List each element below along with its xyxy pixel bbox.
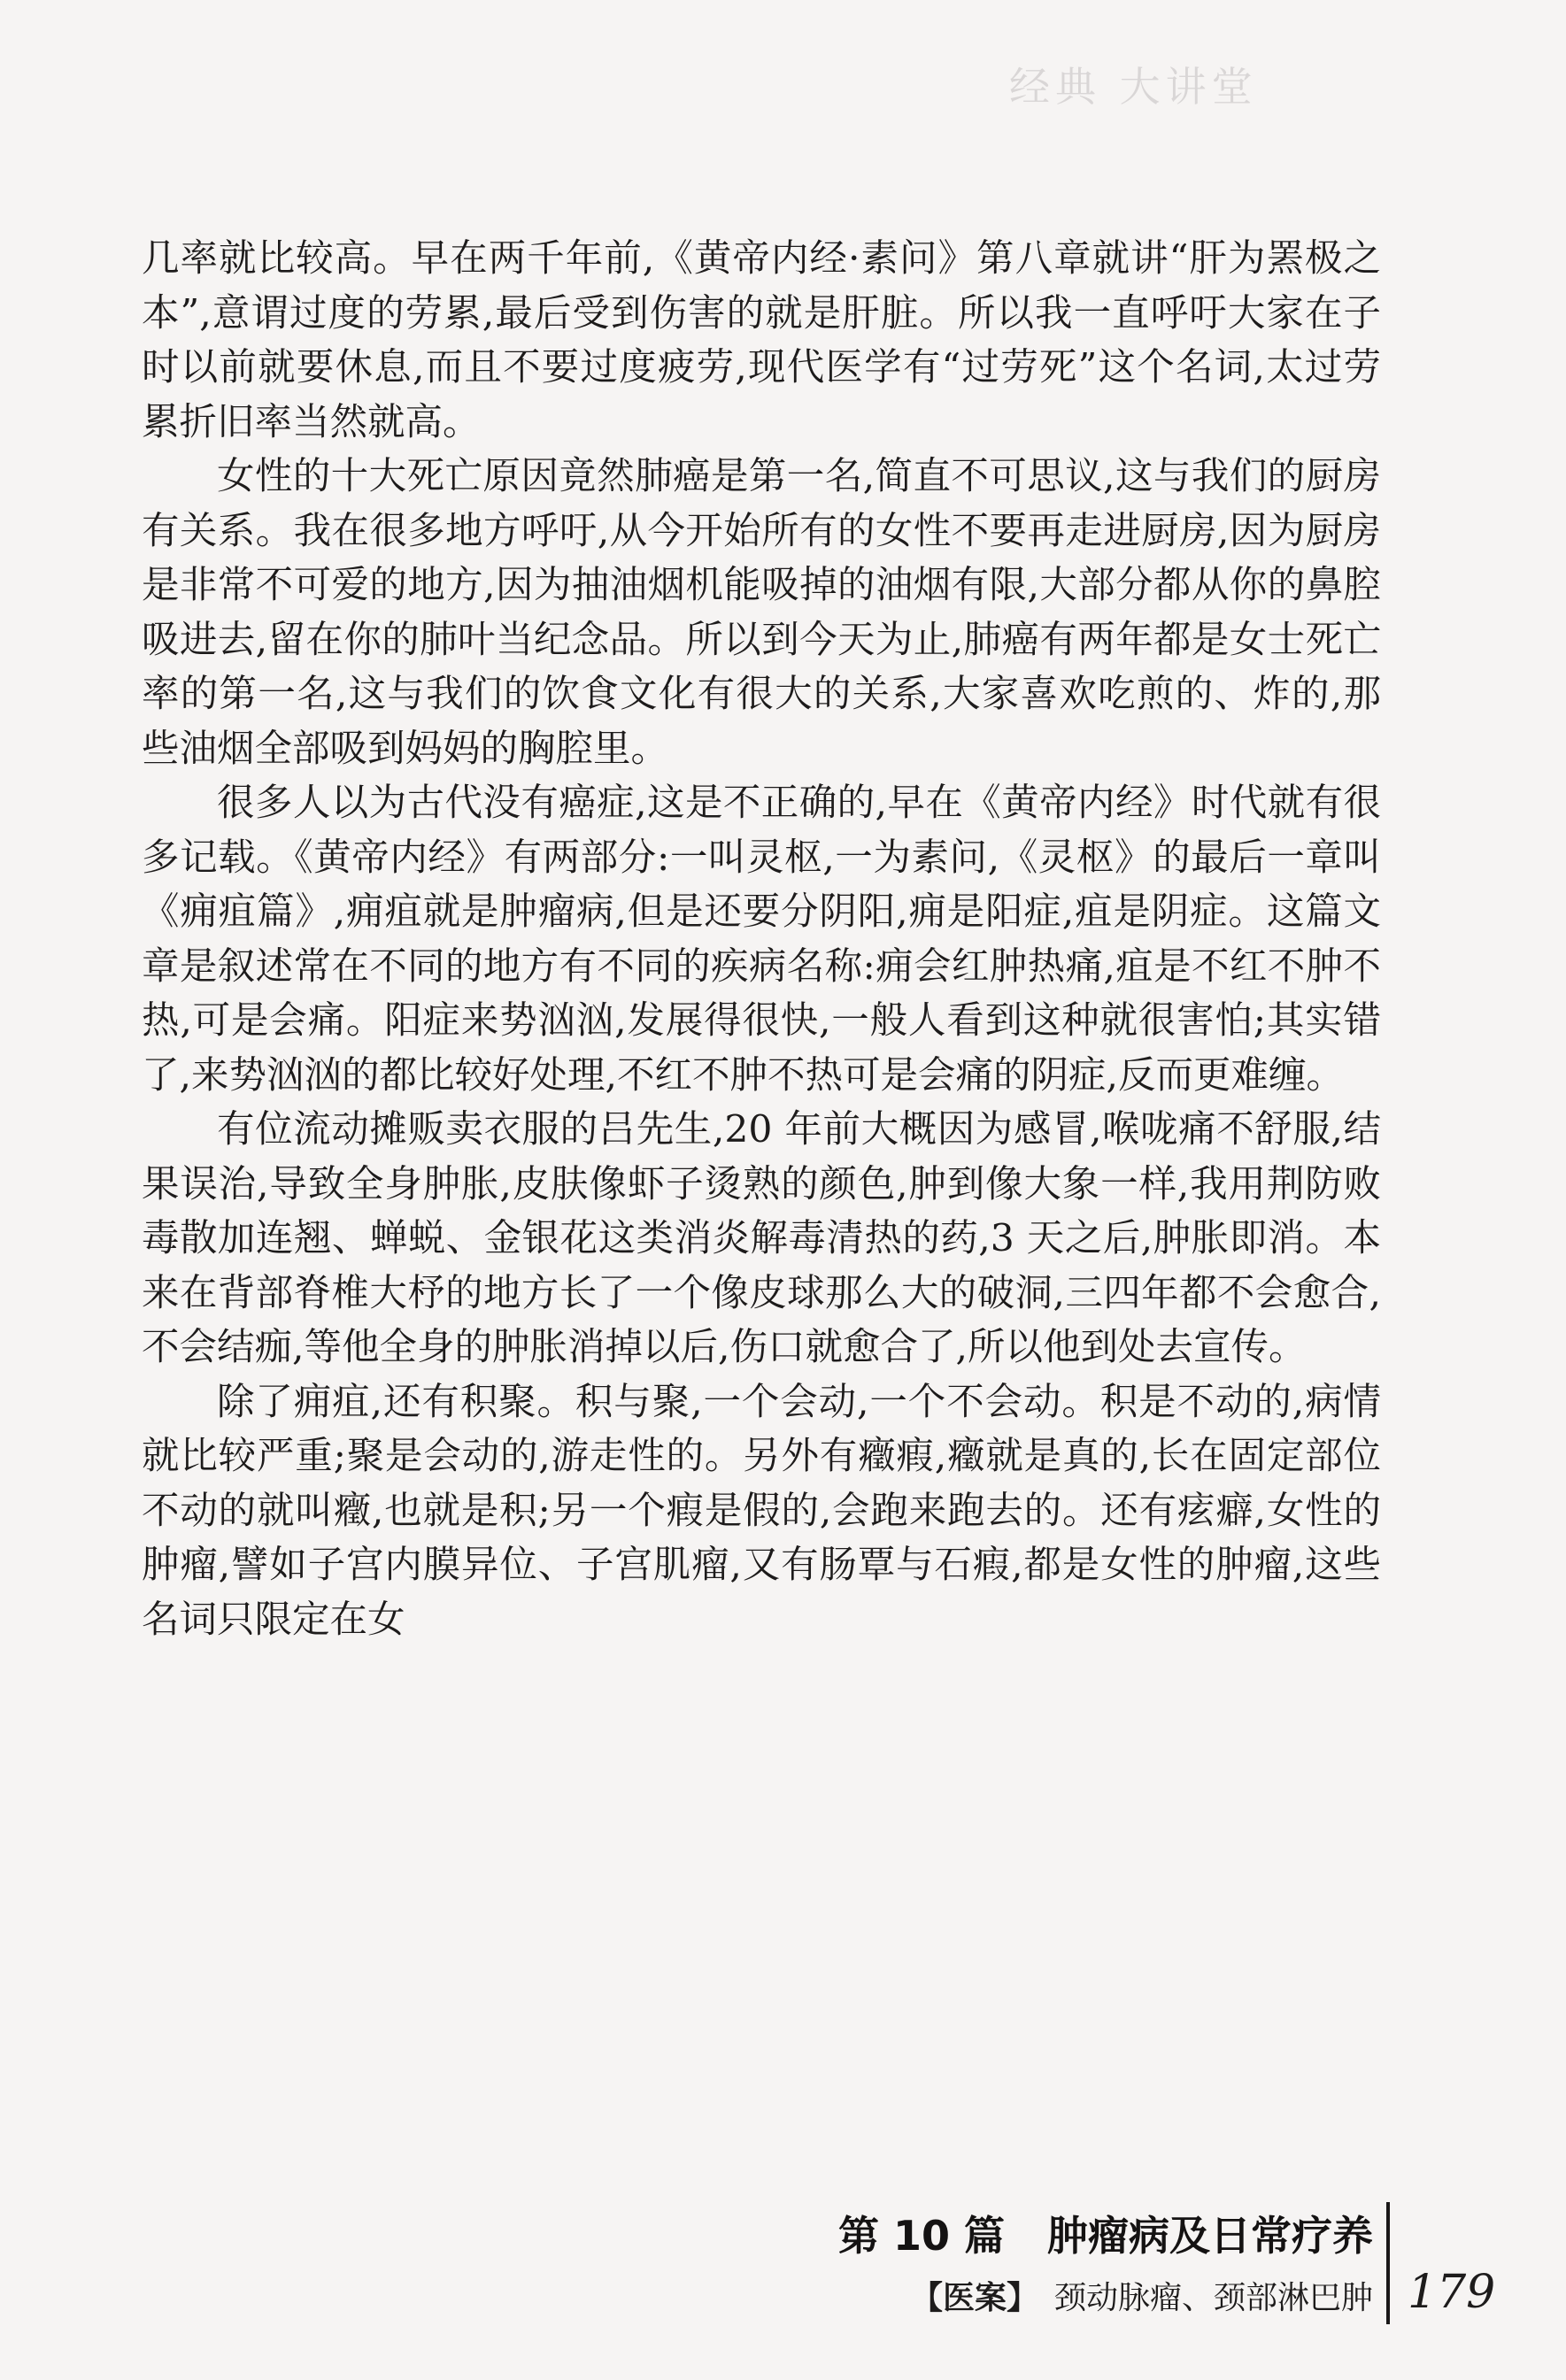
chapter-number: 第 10 篇 (837, 2212, 1005, 2260)
page-number: 179 (1408, 2266, 1496, 2319)
chapter-title: 肿瘤病及日常疗养 (1047, 2212, 1373, 2260)
footer-divider (1386, 2202, 1390, 2324)
section-title: 颈动脉瘤、颈部淋巴肿 (1053, 2280, 1373, 2316)
running-footer-chapter (838, 2204, 1373, 2262)
body-text (142, 232, 1381, 1647)
paragraph-1: 几率就比较高。早在两千年前,《黄帝内经·素问》第八章就讲“肝为罴极之本”,意谓过度的劳累,最后受到伤害的就是肝脏。所以我一直呼吁大家在子时以前就要休息,而且不要过度疲劳,现代医学有“过劳死”这个名词,太过劳累折旧率当然就高。 (142, 237, 1381, 444)
paragraph-3: 很多人以为古代没有癌症,这是不正确的,早在《黄帝内经》时代就有很多记载。《黄帝内经》有两部分:一叫灵枢,一为素问,《灵枢》的最后一章叫《痈疽篇》,痈疽就是肿瘤病,但是还要分阴阳,痈是阳症,疽是阴症。这篇文章是叙述常在不同的地方有不同的疾病名称:痈会红肿热痛,疽是不红不肿不热,可是会痛。阳症来势汹汹,发展得很快,一般人看到这种就很害怕;其实错了,来势汹汹的都比较好处理,不红不肿不热可是会痛的阴症,反而更难缠。 (142, 782, 1381, 1098)
paragraph-2: 女性的十大死亡原因竟然肺癌是第一名,简直不可思议,这与我们的厨房有关系。我在很多地方呼吁,从今开始所有的女性不要再走进厨房,因为厨房是非常不可爱的地方,因为抽油烟机能吸掉的油烟有限,大部分都从你的鼻腔吸进去,留在你的肺叶当纪念品。所以到今天为止,肺癌有两年都是女士死亡率的第一名,这与我们的饮食文化有很大的关系,大家喜欢吃煎的、炸的,那些油烟全部吸到妈妈的胸腔里。 (142, 455, 1381, 771)
paragraph-5: 除了痈疽,还有积聚。积与聚,一个会动,一个不会动。积是不动的,病情就比较严重;聚是会动的,游走性的。另外有癥瘕,癥就是真的,长在固定部位不动的就叫癥,也就是积;另一个瘕是假的,会跑来跑去的。还有痃癖,女性的肿瘤,譬如子宫内膜异位、子宫肌瘤,又有肠覃与石瘕,都是女性的肿瘤,这些名词只限定在女 (142, 1380, 1381, 1642)
running-footer-section (911, 2273, 1373, 2318)
section-tag: 【医案】 (910, 2280, 1038, 2316)
paragraph-4: 有位流动摊贩卖衣服的吕先生,20 年前大概因为感冒,喉咙痛不舒服,结果误治,导致全身肿胀,皮肤像虾子烫熟的颜色,肿到像大象一样,我用荆防败毒散加连翘、蝉蜕、金银花这类消炎解毒清热的药,3 天之后,肿胀即消。本来在背部脊椎大杼的地方长了一个像皮球那么大的破洞,三四年都不会愈合,不会结痂,等他全身的肿胀消掉以后,伤口就愈合了,所以他到处去宣传。 (142, 1108, 1381, 1369)
header-watermark: 经典 大讲堂 (1009, 63, 1258, 111)
